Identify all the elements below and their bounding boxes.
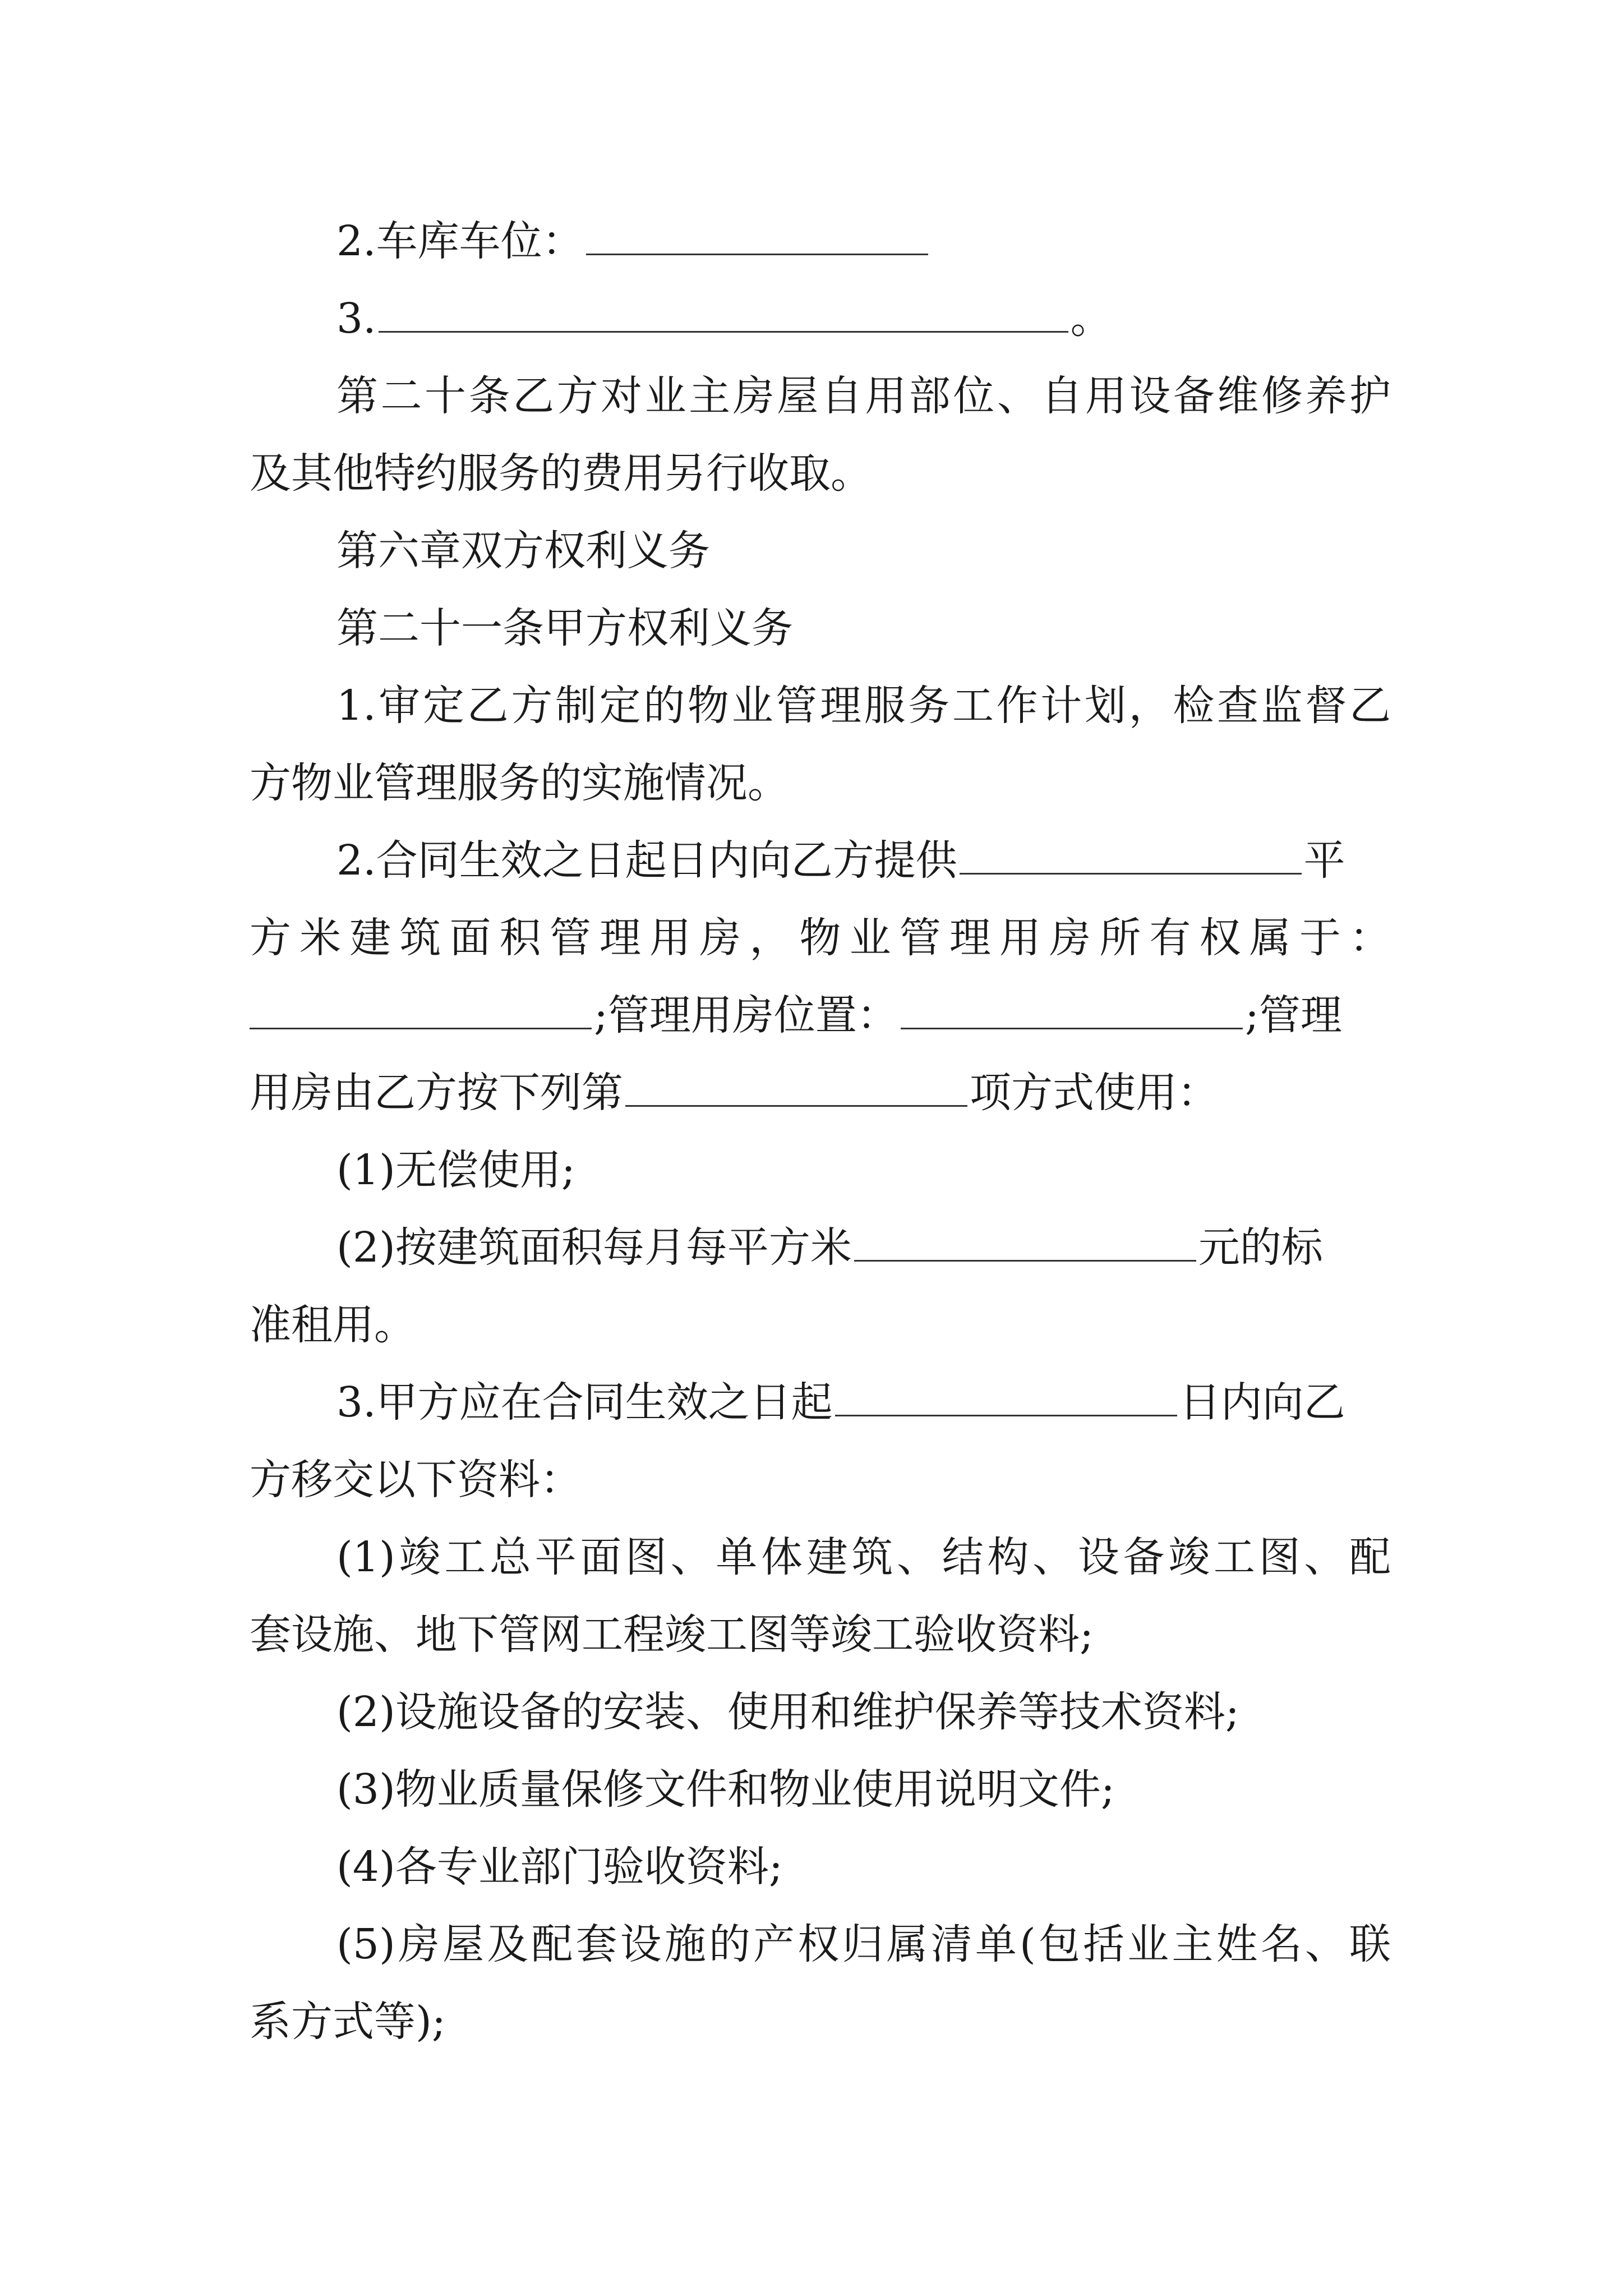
text-line [250, 987, 1342, 1043]
text-segment: (1)竣工总平面图、单体建筑、结构、设备竣工图、配 [336, 1533, 1391, 1581]
text-line [336, 291, 1112, 347]
text-segment: 元的标 [1198, 1223, 1323, 1272]
text-line [336, 832, 1345, 889]
text-segment: 准租用。 [250, 1301, 416, 1349]
text-segment: 第六章双方权利义务 [336, 527, 710, 575]
list-item [336, 1839, 783, 1895]
text-segment: 系方式等); [250, 1998, 446, 2046]
fill-blank [901, 988, 1243, 1029]
section-heading [336, 523, 710, 579]
text-segment: ;管理用房位置： [594, 991, 898, 1039]
text-line [336, 1374, 1345, 1430]
text-segment: 及其他特约服务的费用另行收取。 [250, 449, 872, 498]
fill-blank [250, 988, 592, 1029]
text-line [250, 1994, 446, 2050]
text-line [336, 213, 930, 269]
fill-blank [835, 1375, 1177, 1416]
text-segment: 第二十一条甲方权利义务 [336, 604, 793, 652]
text-line [250, 1452, 582, 1508]
text-segment: (2)按建筑面积每月每平方米 [336, 1223, 852, 1272]
fill-blank [379, 292, 1068, 333]
article-heading [336, 600, 793, 656]
list-item [336, 1529, 1391, 1585]
text-segment: 项方式使用： [970, 1069, 1219, 1117]
text-line [250, 910, 1391, 966]
text-segment: 3.甲方应在合同生效之日起 [336, 1378, 833, 1427]
text-segment: (3)物业质量保修文件和物业使用说明文件; [336, 1765, 1115, 1814]
list-item [336, 1916, 1391, 1972]
text-segment: (4)各专业部门验收资料; [336, 1843, 783, 1891]
text-segment: 第二十条乙方对业主房屋自用部位、自用设备维修养护 [336, 372, 1391, 420]
text-line [250, 755, 789, 811]
text-line [336, 678, 1391, 734]
text-segment: 平 [1303, 836, 1345, 885]
list-item [336, 1761, 1115, 1818]
text-segment: 套设施、地下管网工程竣工图等竣工验收资料; [250, 1611, 1094, 1659]
text-segment: 方米建筑面积管理用房，物业管理用房所有权属于： [250, 914, 1391, 962]
list-item [336, 1142, 575, 1198]
fill-blank [625, 1066, 967, 1107]
text-segment: 方物业管理服务的实施情况。 [250, 759, 789, 807]
list-item [336, 1220, 1323, 1276]
text-segment: 日内向乙 [1179, 1378, 1345, 1427]
text-segment: (2)设施设备的安装、使用和维护保养等技术资料; [336, 1688, 1239, 1736]
text-line [250, 1607, 1094, 1663]
text-segment: 3. [336, 295, 376, 343]
text-segment: 1.审定乙方制定的物业管理服务工作计划，检查监督乙 [336, 682, 1391, 730]
text-segment: 。 [1070, 295, 1112, 343]
text-segment: ;管理 [1244, 991, 1342, 1039]
text-segment: 用房由乙方按下列第 [250, 1069, 623, 1117]
text-line [250, 1297, 416, 1353]
text-line [250, 445, 872, 501]
fill-blank [854, 1221, 1196, 1262]
list-item [336, 1684, 1239, 1740]
text-segment: 2.合同生效之日起日内向乙方提供 [336, 836, 957, 885]
text-line [336, 368, 1391, 424]
text-segment: 2.车库车位： [336, 217, 584, 265]
text-segment: (5)房屋及配套设施的产权归属清单(包括业主姓名、联 [336, 1920, 1391, 1968]
fill-blank [586, 214, 928, 255]
text-line [250, 1065, 1219, 1121]
text-segment: 方移交以下资料： [250, 1456, 582, 1504]
text-segment: (1)无偿使用; [336, 1146, 575, 1194]
fill-blank [960, 834, 1302, 875]
